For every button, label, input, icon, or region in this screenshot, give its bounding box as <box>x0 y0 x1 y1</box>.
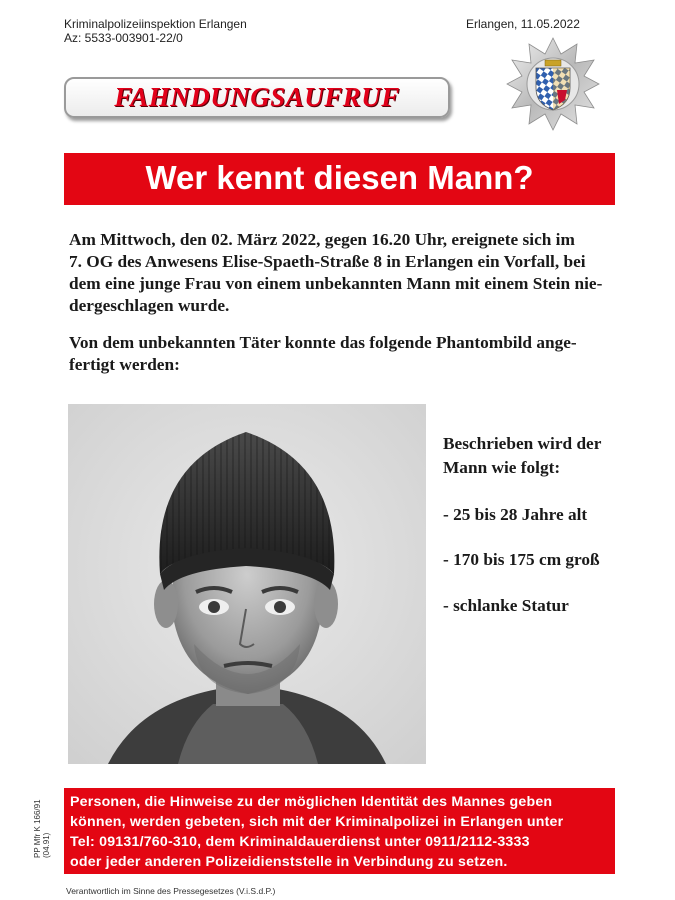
appeal-line: können, werden gebeten, sich mit der Kriminalpolizei in Erlangen unter <box>70 814 564 830</box>
imprint: Verantwortlich im Sinne des Pressegesetzes (V.i.S.d.P.) <box>66 886 276 896</box>
title-banner <box>64 77 450 118</box>
sketch-line: Von dem unbekannten Täter konnte das folgende Phantombild ange- <box>69 333 577 352</box>
form-code <box>33 799 51 858</box>
intro-paragraph <box>69 229 602 317</box>
intro-line: 7. OG des Anwesens Elise-Spaeth-Straße 8 in Erlangen ein Vorfall, bei <box>69 252 586 271</box>
poster-title: FAHNDUNGSAUFRUF <box>114 82 400 112</box>
phantom-sketch-image <box>68 404 426 764</box>
description-item-age: - 25 bis 28 Jahre alt <box>443 505 588 524</box>
description-heading <box>443 432 601 480</box>
sketch-paragraph <box>69 332 577 376</box>
place-date: Erlangen, 11.05.2022 <box>466 17 580 31</box>
intro-line: Am Mittwoch, den 02. März 2022, gegen 16.20 Uhr, ereignete sich im <box>69 230 575 249</box>
form-code-line: (04.91) <box>42 832 51 858</box>
intro-line: dem eine junge Frau von einem unbekannten Mann mit einem Stein nie- <box>69 274 603 293</box>
headline: Wer kennt diesen Mann? <box>145 159 534 196</box>
file-number: Az: 5533-003901-22/0 <box>64 31 183 45</box>
appeal-text <box>70 792 563 872</box>
headline-bar <box>64 153 615 205</box>
appeal-line: oder jeder anderen Polizeidienststelle in Verbindung zu setzen. <box>70 854 508 870</box>
description-item-height: - 170 bis 175 cm groß <box>443 550 600 569</box>
appeal-line: Tel: 09131/760-310, dem Kriminaldauerdienst unter 0911/2112-3333 <box>70 834 530 850</box>
description-heading-line: Mann wie folgt: <box>443 458 561 477</box>
form-code-line: PP Mfr K 166/91 <box>33 799 42 858</box>
description-heading-line: Beschrieben wird der <box>443 434 602 453</box>
intro-line: dergeschlagen wurde. <box>69 296 230 315</box>
appeal-line: Personen, die Hinweise zu der möglichen Identität des Mannes geben <box>70 794 553 810</box>
appeal-bar <box>64 788 615 874</box>
sketch-line: fertigt werden: <box>69 355 180 374</box>
description-item-build: - schlanke Statur <box>443 596 569 615</box>
authority-name: Kriminalpolizeiinspektion Erlangen <box>64 17 247 31</box>
police-star-emblem-icon <box>505 36 601 132</box>
